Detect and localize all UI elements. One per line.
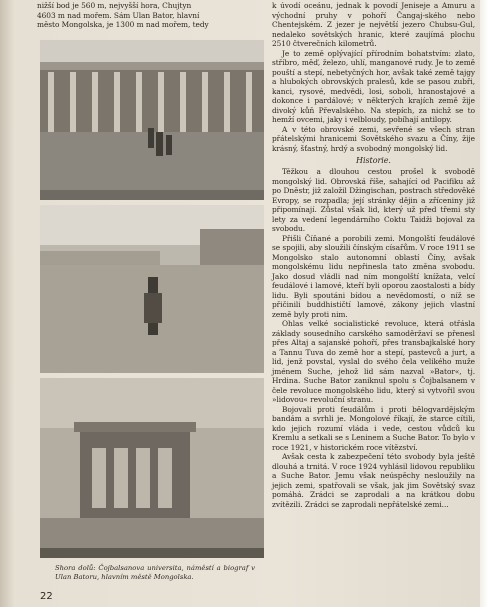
photo-cinema xyxy=(40,378,264,558)
right-column xyxy=(272,1,475,509)
left-text-line: nižší bod je 560 m, nejvyšší hora, Chujtyn xyxy=(37,1,192,10)
section-heading: Historie. xyxy=(356,156,391,165)
page-edge xyxy=(480,0,488,607)
right-text xyxy=(272,1,475,509)
left-column xyxy=(37,1,269,30)
paragraph: Bojovali proti feudálům i proti bělogvardějským bandám a svrhli je. Mongolové říkají, že starce cítili, kdo jejich rozumí vláda i vede, cestou vůdců ku Kremlu a setkali se s Leninem a Suche Bator. To bylo v roce 1921, v historickém roce vítězství. xyxy=(272,404,475,452)
photo-university xyxy=(40,40,264,200)
paragraph: Ohlas velké socialistické revoluce, která otřásla základy sousedního carského samoděržaví se přenesl přes Altaj a sajanské pohoří, přes transbajkalské hory a Tannu Tuva do země hor a stepí, pastevců a jurt, a lid, jenž povstal, vyslal do svého čela velikého muže jménem Suche, jehož lid sám nazval »Bator«, tj. Hrdina. Suche Bator zaniknul spolu s Čojbalsanem v čele revoluce mongolského lidu, který si vytvořil svou »lidovou« revoluční stranu. xyxy=(272,319,475,404)
paragraph: Je to země oplývající přírodním bohatstvím: zlato, stříbro, měď, železo, uhlí, manganové rudy. Je to země pouští a stepí, nebetyčných hor, avšak také země tajgy a hlubokých obrovských pralesů, kde se pasou zubři, kanci, rysové, medvědi, losi, soboli, hranostajové a dokonce i pardálové; v některých krajích země žije divoký kůň Převalského. Na stepích, za nichž se to hemží ovcemi, jaky i velbloudy, pobíhají antilopy. xyxy=(272,48,475,124)
photo-caption: Shora dolů: Čojbalsanova universita, náměstí a biograf v Ulan Batoru, hlavním městě Mongolska. xyxy=(55,564,255,581)
page-number: 22 xyxy=(40,591,53,602)
paragraph: Přišli Číňané a porobili zemi. Mongolští feudálové se spojili, aby sloužili čínským císařům. V roce 1911 se Mongolsko stalo autonomní oblastí Číny, avšak mongolskému lidu nepřinesla tato změna svobodu. Jako dosud vládli nad ním mongolští knížata, velcí feudálové i lamové, kteří byli oporou zaostalosti a bídy lidu. Byli spoutáni bídou a nevědomostí, o níž se přičinili buddhističtí lamové, zákony jejich vlastní země byly proti nim. xyxy=(272,233,475,319)
photo-square xyxy=(40,205,264,373)
left-text-line: 4603 m nad mořem. Sám Ulan Bator, hlavní xyxy=(37,10,200,20)
left-text-line: město Mongolska, je 1300 m nad mořem, tedy xyxy=(37,20,209,29)
paragraph-intro: k úvodí oceánu, jednak k povodí Jeniseje a Amuru a východní pruhy v pohoří Čangaj-ského nebo Chentejském. Z jezer je největší jezero Chubsu-Gul, nedaleko sovětských hranic, které zaujímá plochu 2510 čtverečních kilometrů. xyxy=(272,1,475,48)
paragraph: Avšak cesta k zabezpečení této svobody byla ještě dlouhá a trnitá. V roce 1924 vyhlásil lidovou republiku a Suche Bator. Jemu však neúspěchy nesloužily na jejich zemi, spatřovali se však, jak jim Sovětský svaz pomáhá. Zrádci se zaprodali a na krátkou dobu zvítězili. Zrádci se zaprodali nepřátelské zemi... xyxy=(272,452,475,509)
paragraph: A v této obrovské zemi, sevřené se všech stran přátelskými hranicemi Sovětského svazu a Číny, žije krásný, šťastný, hrdý a svobodný mongolský lid. xyxy=(272,124,475,153)
paragraph: Těžkou a dlouhou cestou prošel k svobodě mongolský lid. Obrovská říše, sahající od Pacifiku až po Dněstr, již založil Džingischan, postrach středověké Evropy, se rozpadla; její stránky dějin a zříceniny již připomínají. Zůstal však lid, který už před třemi sty lety za vedení legendárního Coktu Taidži bojoval za svobodu. xyxy=(272,167,475,233)
left-top-text xyxy=(37,1,269,30)
